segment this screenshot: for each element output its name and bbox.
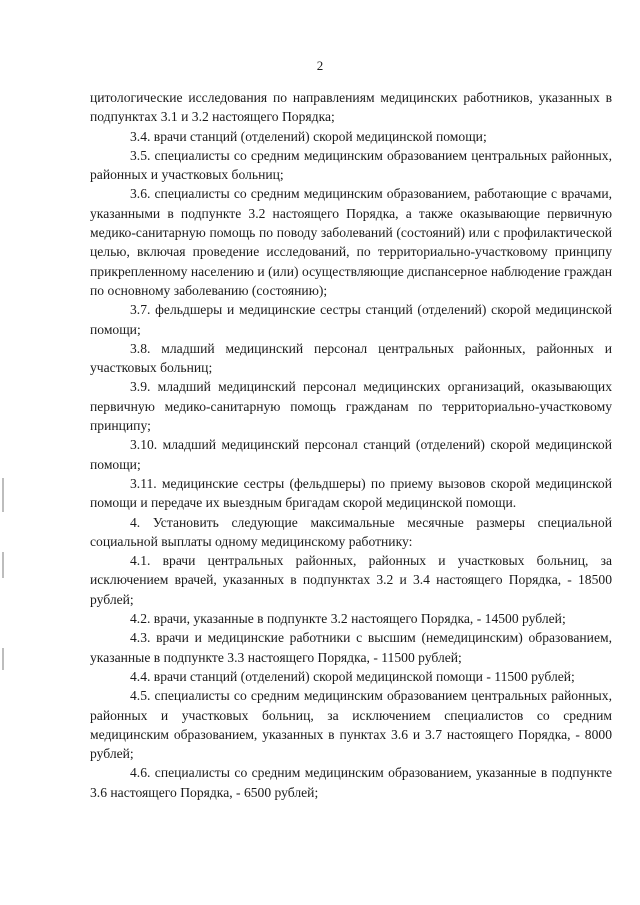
paragraph-3-4: 3.4. врачи станций (отделений) скорой медицинской помощи;: [130, 128, 487, 144]
page-number: 2: [316, 58, 324, 73]
paragraph-3-5: 3.5. специалисты со средним медицинским образованием центральных районных, районных и участковых больниц;: [90, 147, 612, 183]
paragraph-4-6: 4.6. специалисты со средним медицинским образованием, указанные в подпункте 3.6 настоящего Порядка, - 6500 рублей;: [90, 765, 612, 800]
paragraph-3-10: 3.10. младший медицинский персонал станций (отделений) скорой медицинской помощи;: [90, 437, 612, 472]
scan-edge-mark: [2, 478, 4, 512]
paragraph-4-3: 4.3. врачи и медицинские работники с высшим (немедицинским) образованием, указанные в подпункте 3.3 настоящего Порядка, - 11500 рублей;: [90, 630, 612, 665]
paragraph-4: 4. Установить следующие максимальные месячные размеры специальной социальной выплаты одному медицинскому работнику:: [90, 514, 612, 549]
document-body: [90, 88, 612, 802]
paragraph-3-9: 3.9. младший медицинский персонал медицинских организаций, оказывающих первичную медико-санитарную помощь гражданам по территориально-участковому принципу;: [90, 379, 612, 434]
paragraph-4-4: 4.4. врачи станций (отделений) скорой медицинской помощи - 11500 рублей;: [130, 668, 575, 684]
paragraph-3-7: 3.7. фельдшеры и медицинские сестры станций (отделений) скорой медицинской помощи;: [90, 302, 612, 337]
paragraph-4-5: 4.5. специалисты со средним медицинским образованием центральных районных, районных и участковых больниц, за исключением специалистов со средним медицинским образованием, указанных в пунктах 3.6 и 3.7 настоящего Порядка, - 8000 рублей;: [90, 688, 612, 762]
paragraph-4-2: 4.2. врачи, указанные в подпункте 3.2 настоящего Порядка, - 14500 рублей;: [130, 611, 566, 627]
scan-edge-mark: [2, 648, 4, 670]
scan-edge-mark: [2, 552, 4, 578]
paragraph-continuation: цитологические исследования по направлениям медицинских работников, указанных в подпунктах 3.1 и 3.2 настоящего Порядка;: [90, 90, 612, 125]
paragraph-4-1: 4.1. врачи центральных районных, районных и участковых больниц, за исключением врачей, указанных в подпунктах 3.2 и 3.4 настоящего Порядка, - 18500 рублей;: [90, 553, 612, 607]
paragraph-3-6: 3.6. специалисты со средним медицинским образованием, работающие с врачами, указанными в подпункте 3.2 настоящего Порядка, а также оказывающие первичную медико-санитарную помощь по поводу заболеваний (состояний) или с профилактической целью, включая проведение исследований, по территориально-участковому принципу прикрепленному населению и (или) осуществляющие диспансерное наблюдение граждан по основному заболеванию (состоянию);: [90, 186, 612, 298]
paragraph-3-8: 3.8. младший медицинский персонал центральных районных, районных и участковых больниц;: [90, 340, 612, 376]
paragraph-3-11: 3.11. медицинские сестры (фельдшеры) по приему вызовов скорой медицинской помощи и передаче их выездным бригадам скорой медицинской помощи.: [90, 475, 612, 511]
